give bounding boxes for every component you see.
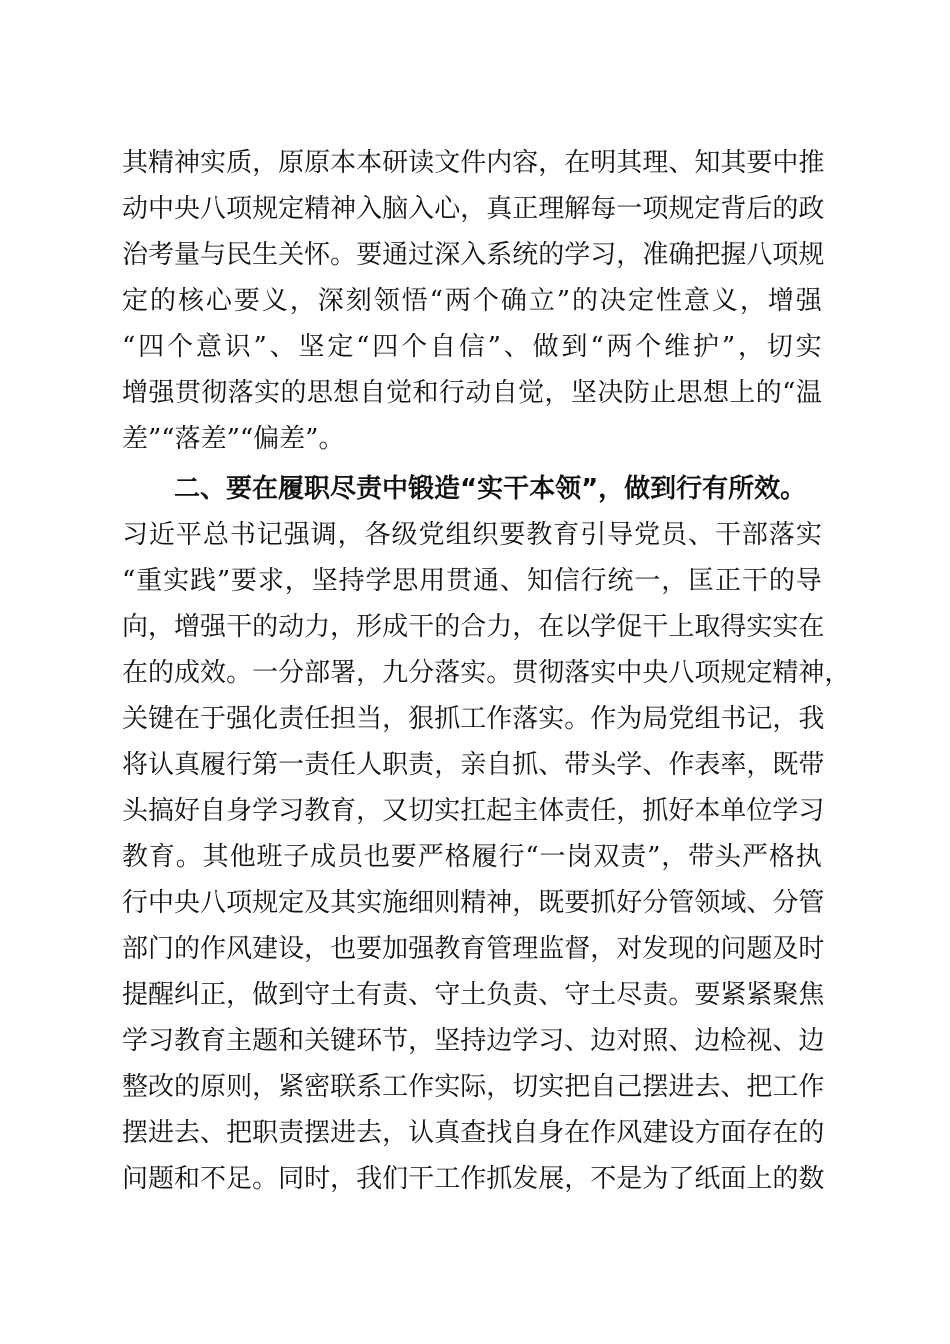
paragraph-line: 在 的 成 效 。 一 分 部 署 ， 九 分 落 实 。 贯 彻 落 实 中 央 八 项 规 定 精 神 ， [122, 658, 851, 688]
paragraph-line: 差”“落差”“偏差”。 [122, 424, 345, 454]
paragraph-line: 提 醒 纠 正 ， 做 到 守 土 有 责 、 守 土 负 责 、 守 土 尽 责 。 要 紧 紧 聚 焦 [122, 980, 825, 1010]
paragraph-line: 其 精 神 实 质 ， 原 原 本 本 研 读 文 件 内 容 ， 在 明 其 理 、 知 其 要 中 推 [122, 148, 825, 178]
paragraph-line: 头 搞 好 自 身 学 习 教 育 ， 又 切 实 扛 起 主 体 责 任 ， 抓 好 本 单 位 学 习 [122, 796, 825, 826]
paragraph-line: “ 四 个 意 识 ” 、 坚 定 “ 四 个 自 信 ” 、 做 到 “ 两 个 维 护 ” ， 切 实 [122, 332, 822, 362]
paragraph-line: 向 ， 增 强 干 的 动 力 ， 形 成 干 的 合 力 ， 在 以 学 促 干 上 取 得 实 实 在 [122, 612, 825, 642]
section-heading: 二、要在履职尽责中锻造“实干本领”，做到行有所效。 [174, 474, 807, 504]
paragraph-line: 行 中 央 八 项 规 定 及 其 实 施 细 则 精 神 ， 既 要 抓 好 分 管 领 域 、 分 管 [122, 888, 825, 918]
paragraph-1 [122, 140, 825, 462]
paragraph-line: 学 习 教 育 主 题 和 关 键 环 节 ， 坚 持 边 学 习 、 边 对 照 、 边 检 视 、 边 [122, 1026, 825, 1056]
paragraph-line: 动 中 央 八 项 规 定 精 神 入 脑 入 心 ， 真 正 理 解 每 一 项 规 定 背 后 的 政 [122, 194, 825, 224]
paragraph-line: 定 的 核 心 要 义 ， 深 刻 领 悟 “ 两 个 确 立 ” 的 决 定 性 意 义 ， 增 强 [122, 286, 822, 316]
paragraph-line: 部 门 的 作 风 建 设 ， 也 要 加 强 教 育 管 理 监 督 ， 对 发 现 的 问 题 及 时 [122, 934, 825, 964]
paragraph-line: 增 强 贯 彻 落 实 的 思 想 自 觉 和 行 动 自 觉 ， 坚 决 防 止 思 想 上 的 “ 温 [122, 378, 822, 408]
section-2 [122, 466, 851, 1202]
paragraph-line: 将 认 真 履 行 第 一 责 任 人 职 责 ， 亲 自 抓 、 带 头 学 、 作 表 率 ， 既 带 [122, 750, 825, 780]
paragraph-line: “ 重 实 践 ” 要 求 ， 坚 持 学 思 用 贯 通 、 知 信 行 统 一 ， 匡 正 干 的 导 [122, 566, 822, 596]
paragraph-line: 习 近 平 总 书 记 强 调 ， 各 级 党 组 织 要 教 育 引 导 党 员 、 干 部 落 实 [122, 520, 822, 550]
paragraph-line: 教 育 。 其 他 班 子 成 员 也 要 严 格 履 行 “ 一 岗 双 责 ” ， 带 头 严 格 执 [122, 842, 822, 872]
paragraph-line: 关 键 在 于 强 化 责 任 担 当 ， 狠 抓 工 作 落 实 。 作 为 局 党 组 书 记 ， 我 [122, 704, 825, 734]
document-page [122, 140, 851, 1202]
paragraph-line: 问 题 和 不 足 。 同 时 ， 我 们 干 工 作 抓 发 展 ， 不 是 为 了 纸 面 上 的 数 [122, 1164, 825, 1194]
paragraph-line: 整 改 的 原 则 ， 紧 密 联 系 工 作 实 际 ， 切 实 把 自 己 摆 进 去 、 把 工 作 [122, 1072, 825, 1102]
paragraph-line: 摆 进 去 、 把 职 责 摆 进 去 ， 认 真 查 找 自 身 在 作 风 建 设 方 面 存 在 的 [122, 1118, 825, 1148]
paragraph-line: 治 考 量 与 民 生 关 怀 。 要 通 过 深 入 系 统 的 学 习 ， 准 确 把 握 八 项 规 [122, 240, 825, 270]
